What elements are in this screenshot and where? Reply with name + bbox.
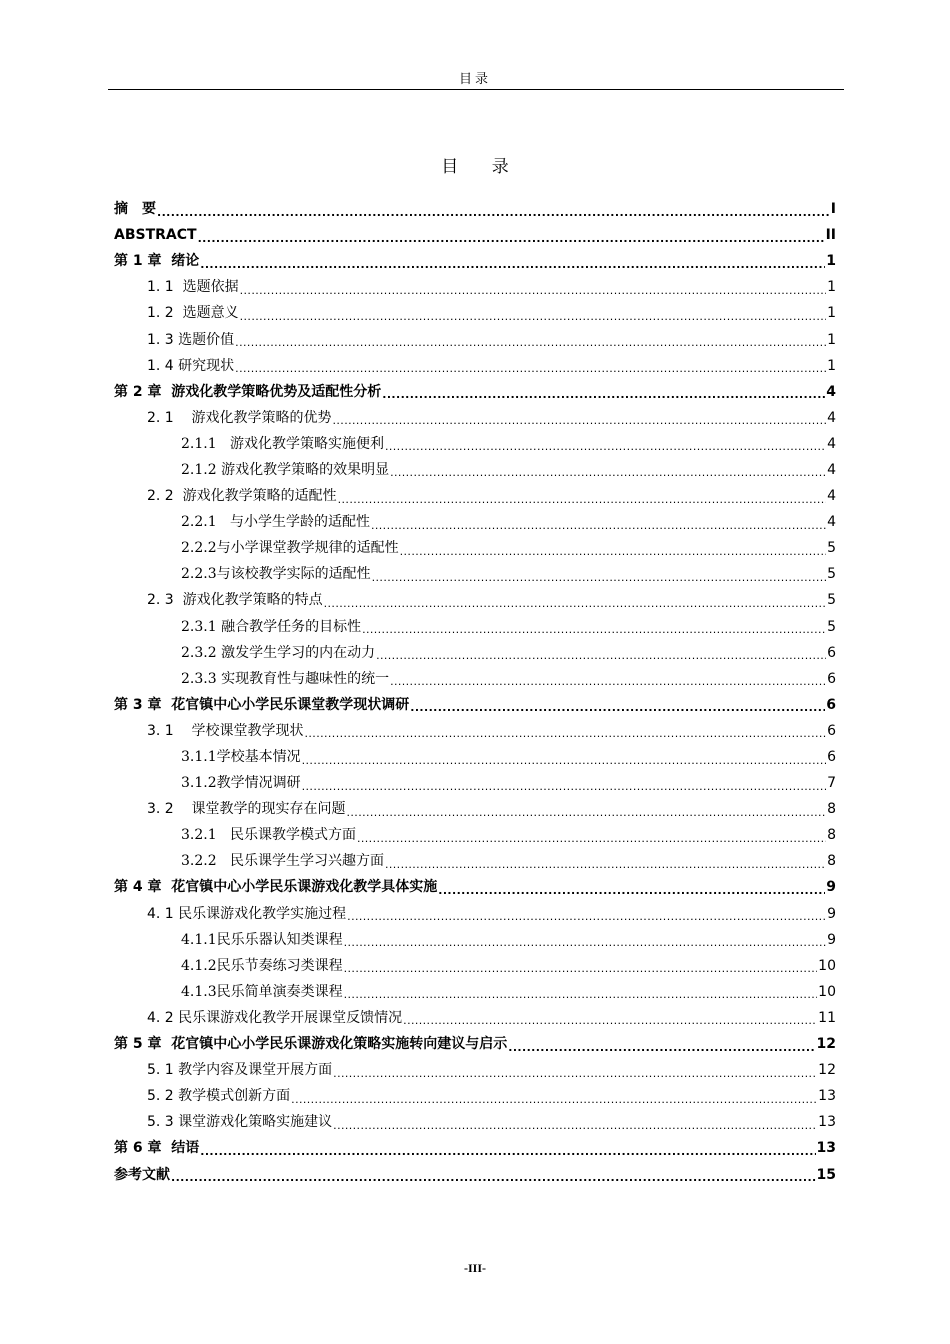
page-number: -III- [463,1261,486,1275]
toc-leader-dots [235,337,826,348]
toc-entry[interactable] [114,561,836,587]
toc-leader-dots [372,572,826,583]
toc-entry[interactable] [114,353,836,379]
toc-entry-page: II [825,227,836,244]
toc-entry[interactable] [114,744,836,770]
toc-entry-title: 第 3 章 花官镇中心小学民乐课堂教学现状调研 [114,696,410,713]
toc-entry-title: 2.3.2 激发学生学习的内在动力 [181,644,376,661]
toc-entry-title: 第 2 章 游戏化教学策略优势及适配性分析 [114,383,382,400]
toc-leader-dots [200,1146,815,1157]
toc-leader-dots [171,1172,816,1183]
toc-entry-page: 6 [827,749,836,766]
toc-entry-page: 6 [827,670,836,687]
toc-entry[interactable] [114,953,836,979]
toc-entry[interactable] [114,796,836,822]
toc-entry-page: 8 [827,853,836,870]
toc-entry[interactable] [114,770,836,796]
toc-entry-page: 15 [816,1166,836,1183]
toc-leader-dots [157,207,829,218]
toc-entry-page: 4 [827,488,836,505]
toc-leader-dots [390,467,826,478]
toc-entry-page: 5 [827,592,836,609]
toc-leader-dots [390,676,826,687]
toc-entry-title: 摘 要 [114,201,156,218]
toc-leader-dots [333,1068,817,1079]
toc-entry[interactable] [114,326,836,352]
toc-entry[interactable] [114,483,836,509]
toc-entry[interactable] [114,640,836,666]
toc-leader-dots [362,624,826,635]
toc-leader-dots [198,233,825,244]
toc-entry-page: 10 [818,983,836,1000]
toc-entry-title: 2. 1 游戏化教学策略的优势 [147,409,332,426]
toc-entry-title: 2. 2 游戏化教学策略的适配性 [147,488,337,505]
toc-entry-title: 第 5 章 花官镇中心小学民乐课游戏化策略实施转向建议与启示 [114,1036,508,1053]
toc-entry[interactable] [114,248,836,274]
toc-leader-dots [305,728,827,739]
toc-leader-dots [344,989,818,1000]
toc-entry-title: 3.1.1学校基本情况 [181,749,301,766]
toc-leader-dots [240,285,826,296]
toc-entry-page: 4 [827,514,836,531]
toc-entry-title: 1. 2 选题意义 [147,305,239,322]
toc-entry-title: 第 1 章 绪论 [114,253,200,270]
toc-entry-page: 11 [818,1009,836,1026]
toc-leader-dots [302,781,826,792]
toc-leader-dots [291,1094,817,1105]
toc-entry-page: 1 [827,331,836,348]
toc-leader-dots [240,311,826,322]
toc-entry-page: 1 [827,305,836,322]
toc-leader-dots [324,598,826,609]
toc-entry-page: 6 [827,722,836,739]
toc-entry-page: 5 [827,540,836,557]
toc-entry-page: 4 [826,383,836,400]
toc-entry-title: 第 4 章 花官镇中心小学民乐课游戏化教学具体实施 [114,879,438,896]
toc-leader-dots [347,807,827,818]
toc-entry-title: 1. 1 选题依据 [147,279,239,296]
toc-entry-title: 2.3.3 实现教育性与趣味性的统一 [181,670,390,687]
toc-leader-dots [403,1015,817,1026]
toc-leader-dots [357,833,826,844]
toc-entry-title: 4.1.1民乐乐器认知类课程 [181,931,343,948]
toc-entry[interactable] [114,1083,836,1109]
toc-entry[interactable] [114,535,836,561]
toc-leader-dots [438,885,825,896]
toc-entry-title: 2.2.2与小学课堂教学规律的适配性 [181,540,399,557]
header-rule [108,89,844,90]
toc-entry-title: 2.3.1 融合教学任务的目标性 [181,618,362,635]
toc-leader-dots [371,520,826,531]
toc-entry-page: 6 [827,644,836,661]
toc-entry-title: 3. 1 学校课堂教学现状 [147,722,304,739]
toc-entry[interactable] [114,666,836,692]
toc-entry[interactable] [114,509,836,535]
toc-entry[interactable] [114,300,836,326]
toc-entry[interactable] [114,901,836,927]
toc-entry-title: 1. 3 选题价值 [147,331,235,348]
toc-entry-title: ABSTRACT [114,227,197,244]
toc-entry-page: 13 [818,1114,836,1131]
toc-entry-title: 1. 4 研究现状 [147,357,235,374]
running-header: 目录 [458,72,491,87]
toc-entry-title: 3.2.2 民乐课学生学习兴趣方面 [181,853,384,870]
toc-entry[interactable] [114,874,836,900]
toc-entry-page: 1 [826,253,836,270]
toc-entry[interactable] [114,614,836,640]
toc-entry-page: 4 [827,409,836,426]
toc-leader-dots [376,650,826,661]
toc-entry-page: 13 [816,1140,836,1157]
toc-entry-title: 2. 3 游戏化教学策略的特点 [147,592,323,609]
toc-entry[interactable] [114,1031,836,1057]
toc-entry[interactable] [114,1109,836,1135]
toc-title: 目 录 [441,157,523,177]
toc-entry-page: 1 [827,279,836,296]
toc-leader-dots [410,702,825,713]
toc-entry-title: 5. 1 教学内容及课堂开展方面 [147,1062,333,1079]
toc-entry-title: 2.1.1 游戏化教学策略实施便利 [181,435,384,452]
toc-entry[interactable] [114,1135,836,1161]
toc-entry-title: 3.2.1 民乐课教学模式方面 [181,827,356,844]
toc-entry-page: 7 [827,775,836,792]
toc-entry[interactable] [114,848,836,874]
toc-entry-page: I [830,201,836,218]
toc-entry[interactable] [114,274,836,300]
toc-entry[interactable] [114,1057,836,1083]
toc-leader-dots [235,363,826,374]
toc-entry-page: 4 [827,461,836,478]
toc-entry[interactable] [114,1161,836,1187]
toc-entry-title: 3. 2 课堂教学的现实存在问题 [147,801,346,818]
toc-leader-dots [302,755,826,766]
toc-entry[interactable] [114,587,836,613]
toc-entry-page: 4 [827,435,836,452]
toc-entry-title: 4.1.3民乐简单演奏类课程 [181,983,343,1000]
toc-entry-title: 第 6 章 结语 [114,1140,200,1157]
toc-entry-title: 2.2.1 与小学生学龄的适配性 [181,514,370,531]
toc-entry[interactable] [114,822,836,848]
toc-entry-title: 5. 2 教学模式创新方面 [147,1088,291,1105]
toc-entry-page: 10 [818,957,836,974]
toc-entry-title: 5. 3 课堂游戏化策略实施建议 [147,1114,333,1131]
toc-leader-dots [333,1120,817,1131]
toc-entry-page: 13 [818,1088,836,1105]
toc-leader-dots [344,937,826,948]
toc-entry-page: 8 [827,827,836,844]
toc-entry[interactable] [114,979,836,1005]
toc-entry-title: 2.1.2 游戏化教学策略的效果明显 [181,461,390,478]
table-of-contents [114,196,836,1188]
toc-entry-page: 9 [826,879,836,896]
toc-leader-dots [338,494,826,505]
toc-entry-title: 参考文献 [114,1166,170,1183]
toc-entry-title: 2.2.3与该校教学实际的适配性 [181,566,371,583]
toc-entry[interactable] [114,196,836,222]
toc-entry[interactable] [114,927,836,953]
toc-leader-dots [347,911,826,922]
toc-entry-title: 4.1.2民乐节奏练习类课程 [181,957,343,974]
toc-entry[interactable] [114,405,836,431]
toc-entry-page: 12 [818,1062,836,1079]
toc-entry[interactable] [114,379,836,405]
toc-leader-dots [382,389,825,400]
toc-entry-page: 1 [827,357,836,374]
toc-entry-page: 9 [827,931,836,948]
toc-entry[interactable] [114,457,836,483]
toc-entry[interactable] [114,1005,836,1031]
toc-entry[interactable] [114,431,836,457]
toc-entry-title: 4. 1 民乐课游戏化教学实施过程 [147,905,347,922]
toc-leader-dots [200,259,825,270]
toc-leader-dots [385,859,826,870]
toc-leader-dots [385,441,826,452]
toc-entry-page: 5 [827,566,836,583]
toc-entry[interactable] [114,692,836,718]
toc-leader-dots [400,546,826,557]
toc-entry-title: 3.1.2教学情况调研 [181,775,301,792]
toc-entry-page: 6 [826,696,836,713]
toc-entry-page: 8 [827,801,836,818]
toc-entry-page: 5 [827,618,836,635]
toc-entry[interactable] [114,718,836,744]
toc-entry-title: 4. 2 民乐课游戏化教学开展课堂反馈情况 [147,1009,403,1026]
toc-leader-dots [333,415,827,426]
toc-leader-dots [508,1042,815,1053]
toc-entry-page: 12 [816,1036,836,1053]
toc-entry[interactable] [114,222,836,248]
toc-leader-dots [344,963,818,974]
toc-entry-page: 9 [827,905,836,922]
